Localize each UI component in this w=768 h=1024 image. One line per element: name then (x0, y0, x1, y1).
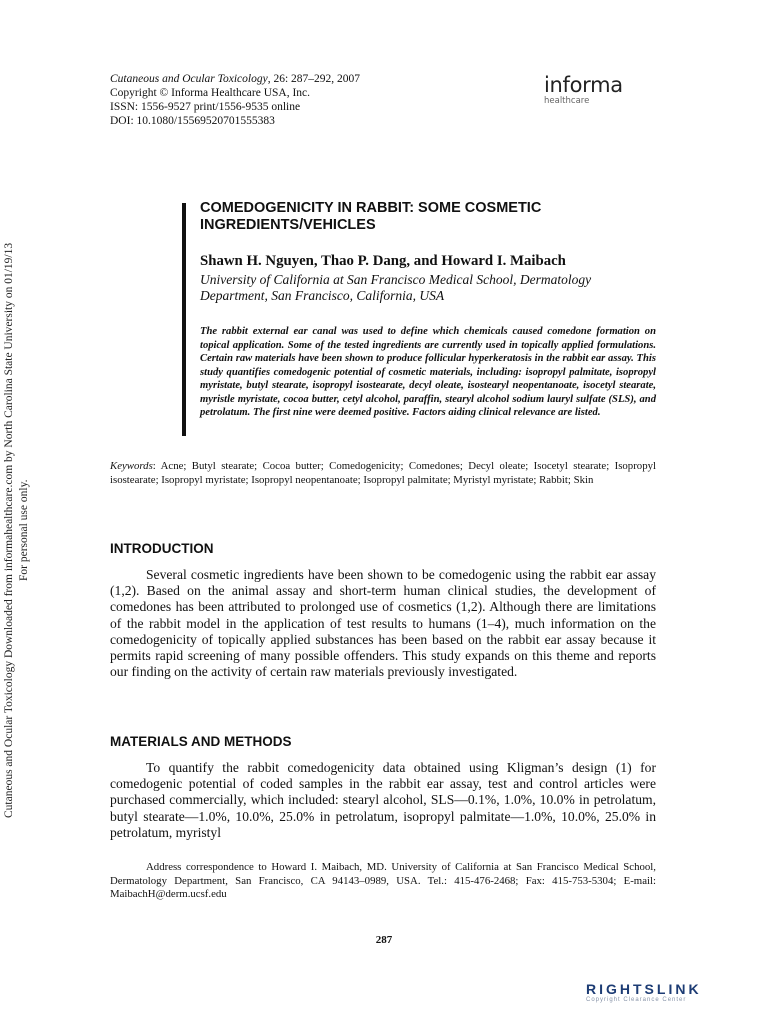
journal-citation-line (110, 72, 440, 86)
publisher-logo-name: informa (544, 73, 623, 97)
keywords-list: : Acne; Butyl stearate; Cocoa butter; Comedogenicity; Comedones; Decyl oleate; Isocetyl stearate; Isopropyl isostearate; Isopropyl myristate; Isopropyl neopentanoate; Isopropyl palmitate; Myristyl myristate; Rabbit; Skin (110, 460, 656, 486)
download-notice-line1: Cutaneous and Ocular Toxicology Downloaded from informahealthcare.com by North Carolina State University on 01/19/13 (3, 242, 15, 818)
intro-section (110, 567, 656, 680)
intro-paragraph: Several cosmetic ingredients have been shown to be comedogenic using the rabbit ear assay (1,2). Based on the animal assay and short-term human clinical studies, the development of comedones has been attributed to prolonged use of cosmetics (1,2). Although there are limitations of the rabbit model in the application of test results to humans (1–4), much information on the comedogenicity of topically applied substances has been based on the rabbit ear assay because it permits rapid screening of many possible offenders. This study expands on this theme and reports our finding on the activity of certain raw materials previously investigated. (110, 567, 656, 680)
publisher-logo (544, 74, 656, 110)
correspondence-text: Address correspondence to Howard I. Maibach, MD. University of California at San Francisco Medical School, Dermatology Department, San Francisco, CA 94143–0989, USA. Tel.: 415-476-2468; Fax: 415-753-5304; E-mail: MaibachH@derm.ucsf.edu (110, 861, 656, 900)
correspondence-footnote (110, 861, 656, 902)
methods-paragraph: To quantify the rabbit comedogenicity data obtained using Kligman’s design (1) for comedogenic potential of coded samples in the rabbit ear assay, test and control articles were purchased commercially, which included: stearyl alcohol, SLS—0.1%, 1.0%, 10.0% in petrolatum, butyl stearate—1.0%, 10.0%, 25.0% in petrolatum, isopropyl palmitate—1.0%, 10.0%, 25.0% in petrolatum, myristyl (110, 760, 656, 840)
rightslink-name: RIGHTSLINK (586, 981, 702, 997)
journal-issn: ISSN: 1556-9527 print/1556-9535 online (110, 101, 301, 113)
methods-heading: MATERIALS AND METHODS (110, 734, 292, 749)
keywords (110, 460, 656, 487)
keywords-label: Keywords (110, 460, 153, 472)
download-notice-line2: For personal use only. (18, 479, 30, 581)
title-rule (182, 203, 186, 436)
journal-info (110, 72, 440, 128)
article-authors: Shawn H. Nguyen, Thao P. Dang, and Howard I. Maibach (200, 253, 566, 269)
article-abstract: The rabbit external ear canal was used to define which chemicals caused comedone formation on topical application. Some of the tested ingredients are currently used in topically applied formulations. Certain raw materials have been shown to produce follicular hyperkeratosis in the rabbit ear assay. This study quantifies comedogenic potential of cosmetic materials, including: isopropyl palmitate, isopropyl myristate, butyl stearate, isopropyl isostearate, decyl oleate, isostearyl neopentanoate, isocetyl stearate, myristle myristate, cocoa butter, cetyl alcohol, paraffin, stearyl alcohol sodium lauryl sulfate (SLS), and petrolatum. The first nine were deemed positive. Factors aiding clinical relevance are listed. (200, 326, 656, 418)
journal-doi: DOI: 10.1080/15569520701555383 (110, 115, 275, 127)
rightslink-logo (586, 982, 756, 1004)
journal-copyright: Copyright © Informa Healthcare USA, Inc. (110, 87, 311, 99)
rightslink-sub: Copyright Clearance Center (586, 997, 687, 1003)
article-affiliation: University of California at San Francisco Medical School, Dermatology Department, San Francisco, California, USA (200, 272, 592, 303)
page-number: 287 (375, 934, 393, 946)
publisher-logo-sub: healthcare (544, 96, 590, 106)
methods-section (110, 760, 656, 841)
download-notice (2, 230, 32, 830)
journal-citation: , 26: 287–292, 2007 (267, 73, 361, 85)
intro-heading: INTRODUCTION (110, 541, 214, 556)
journal-name: Cutaneous and Ocular Toxicology (110, 73, 268, 85)
article-title: COMEDOGENICITY IN RABBIT: SOME COSMETIC INGREDIENTS/VEHICLES (200, 200, 542, 233)
